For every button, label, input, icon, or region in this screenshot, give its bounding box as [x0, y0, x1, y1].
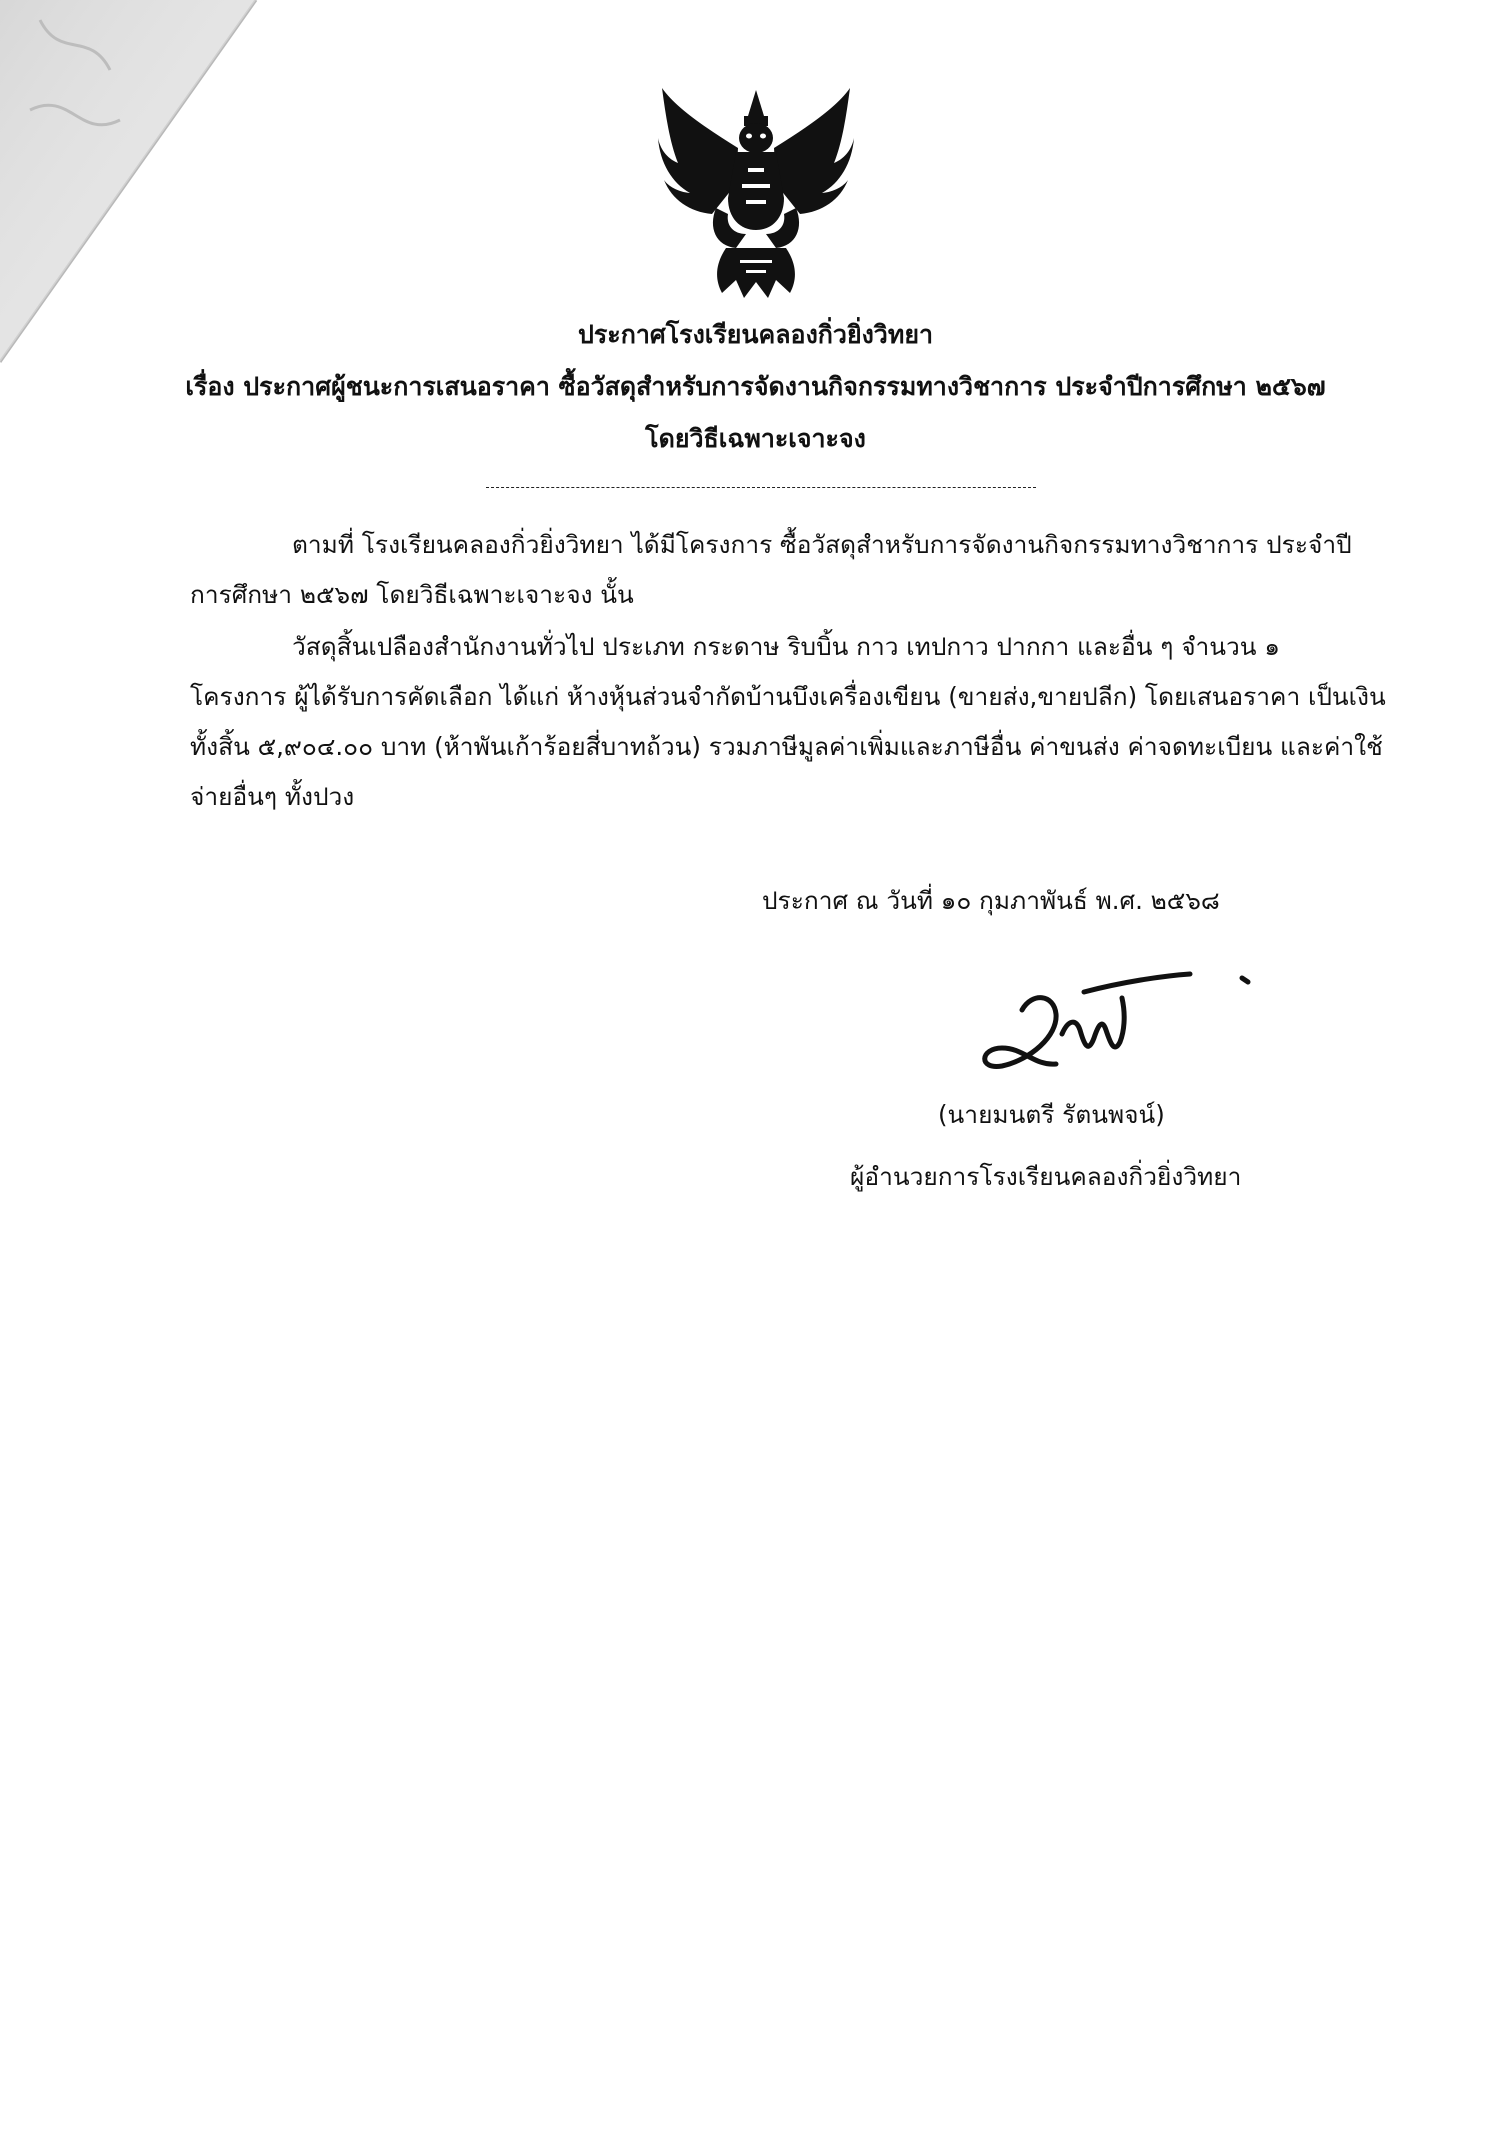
paragraph1-line1: ตามที่ โรงเรียนคลองกิ่วยิ่งวิทยา ได้มีโครงการ ซื้อวัสดุสำหรับการจัดงานกิจกรรมทางวิชาการ ประจำปี [292, 530, 1352, 559]
document-title: ประกาศโรงเรียนคลองกิ่วยิ่งวิทยา [577, 320, 934, 349]
paragraph2-line1: วัสดุสิ้นเปลืองสำนักงานทั่วไป ประเภท กระดาษ ริบบิ้น กาว เทปกาว ปากกา และอื่น ๆ จำนวน ๑ [292, 632, 1280, 661]
paragraph1-line2: การศึกษา ๒๕๖๗ โดยวิธีเฉพาะเจาะจง นั้น [190, 580, 634, 609]
paragraph2-line2: โครงการ ผู้ได้รับการคัดเลือก ได้แก่ ห้างหุ้นส่วนจำกัดบ้านบึงเครื่องเขียน (ขายส่ง,ขายปลีก) โดยเสนอราคา เป็นเงิน [190, 682, 1386, 711]
paper-corner-fold-icon [0, 0, 360, 370]
handwritten-signature-icon [972, 968, 1272, 1088]
garuda-emblem-icon [656, 88, 856, 300]
signer-position: ผู้อำนวยการโรงเรียนคลองกิ่วยิ่งวิทยา [850, 1162, 1242, 1191]
heading-divider [486, 487, 1036, 488]
announcement-date: ประกาศ ณ วันที่ ๑๐ กุมภาพันธ์ พ.ศ. ๒๕๖๘ [762, 886, 1220, 915]
paragraph2-line4: จ่ายอื่นๆ ทั้งปวง [190, 782, 355, 811]
paragraph2-line3: ทั้งสิ้น ๕,๙๐๔.๐๐ บาท (ห้าพันเก้าร้อยสี่บาทถ้วน) รวมภาษีมูลค่าเพิ่มและภาษีอื่น ค่าขนส่ง ค่าจดทะเบียน และค่าใช้ [190, 732, 1383, 761]
signer-name: (นายมนตรี รัตนพจน์) [938, 1100, 1165, 1129]
document-method: โดยวิธีเฉพาะเจาะจง [645, 424, 866, 453]
document-subject: เรื่อง ประกาศผู้ชนะการเสนอราคา ซื้อวัสดุสำหรับการจัดงานกิจกรรมทางวิชาการ ประจำปีการศึกษา ๒๕๖๗ [185, 372, 1326, 401]
